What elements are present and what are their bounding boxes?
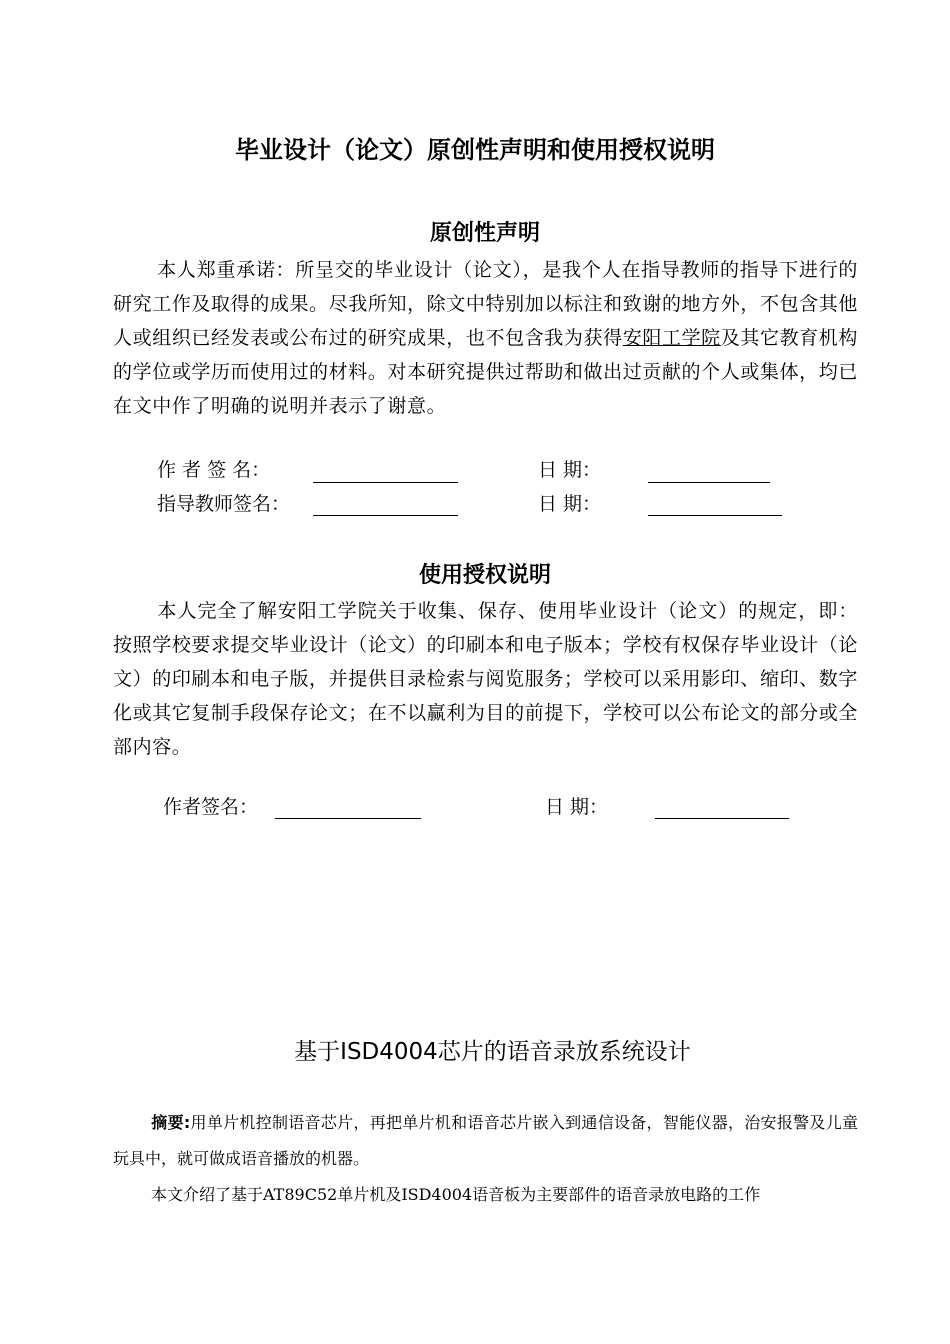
supervisor-date-line [648,515,782,516]
authorization-author-signature-label: 作者签名： [163,796,259,818]
author-date-line [648,482,770,483]
authorization-paragraph [113,594,858,764]
thesis-title: 基于ISD4004芯片的语音录放系统设计 [294,1039,691,1065]
institution-name-underlined: 安阳工学院 [622,327,721,349]
document-main-title: 毕业设计（论文）原创性声明和使用授权说明 [235,136,715,164]
abstract-text-2: 本文介绍了基于AT89C52单片机及ISD4004语音板为主要部件的语音录放电路的工作 [151,1185,761,1204]
supervisor-date-label: 日 期： [538,493,602,515]
authorization-heading: 使用授权说明 [418,563,551,588]
author-signature-line [313,482,458,483]
authorization-date-line [655,818,789,819]
abstract-paragraph-1 [113,1105,858,1177]
authorization-text: 本人完全了解安阳工学院关于收集、保存、使用毕业设计（论文）的规定，即：按照学校要求提交毕业设计（论文）的印刷本和电子版本；学校有权保存毕业设计（论文）的印刷本和电子版，并提供目录检索与阅览服务；学校可以采用影印、缩印、数字化或其它复制手段保存论文；在不以赢利为目的前提下，学校可以公布论文的部分或全部内容。 [113,600,858,758]
supervisor-signature-line [313,515,458,516]
abstract-paragraph-2 [113,1177,858,1213]
author-date-label: 日 期： [538,459,602,481]
authorization-author-signature-line [275,818,421,819]
abstract-label: 摘要: [151,1113,191,1132]
authorization-date-label: 日 期： [545,796,609,818]
abstract-text-1: 用单片机控制语音芯片，再把单片机和语音芯片嵌入到通信设备，智能仪器，治安报警及儿童玩具中，就可做成语音播放的机器。 [113,1113,858,1168]
originality-text-after: 及其它教育机构的学位或学历而使用过的材料。对本研究提供过帮助和做出过贡献的个人或集体，均已在文中作了明确的说明并表示了谢意。 [113,327,858,417]
originality-heading: 原创性声明 [429,221,540,246]
author-signature-label: 作 者 签 名： [157,459,271,481]
supervisor-signature-label: 指导教师签名： [157,493,291,515]
originality-paragraph [113,253,858,423]
originality-text-before: 本人郑重承诺：所呈交的毕业设计（论文），是我个人在指导教师的指导下进行的研究工作及取得的成果。尽我所知，除文中特别加以标注和致谢的地方外，不包含其他人或组织已经发表或公布过的研究成果，也不包含我为获得 [113,259,858,349]
